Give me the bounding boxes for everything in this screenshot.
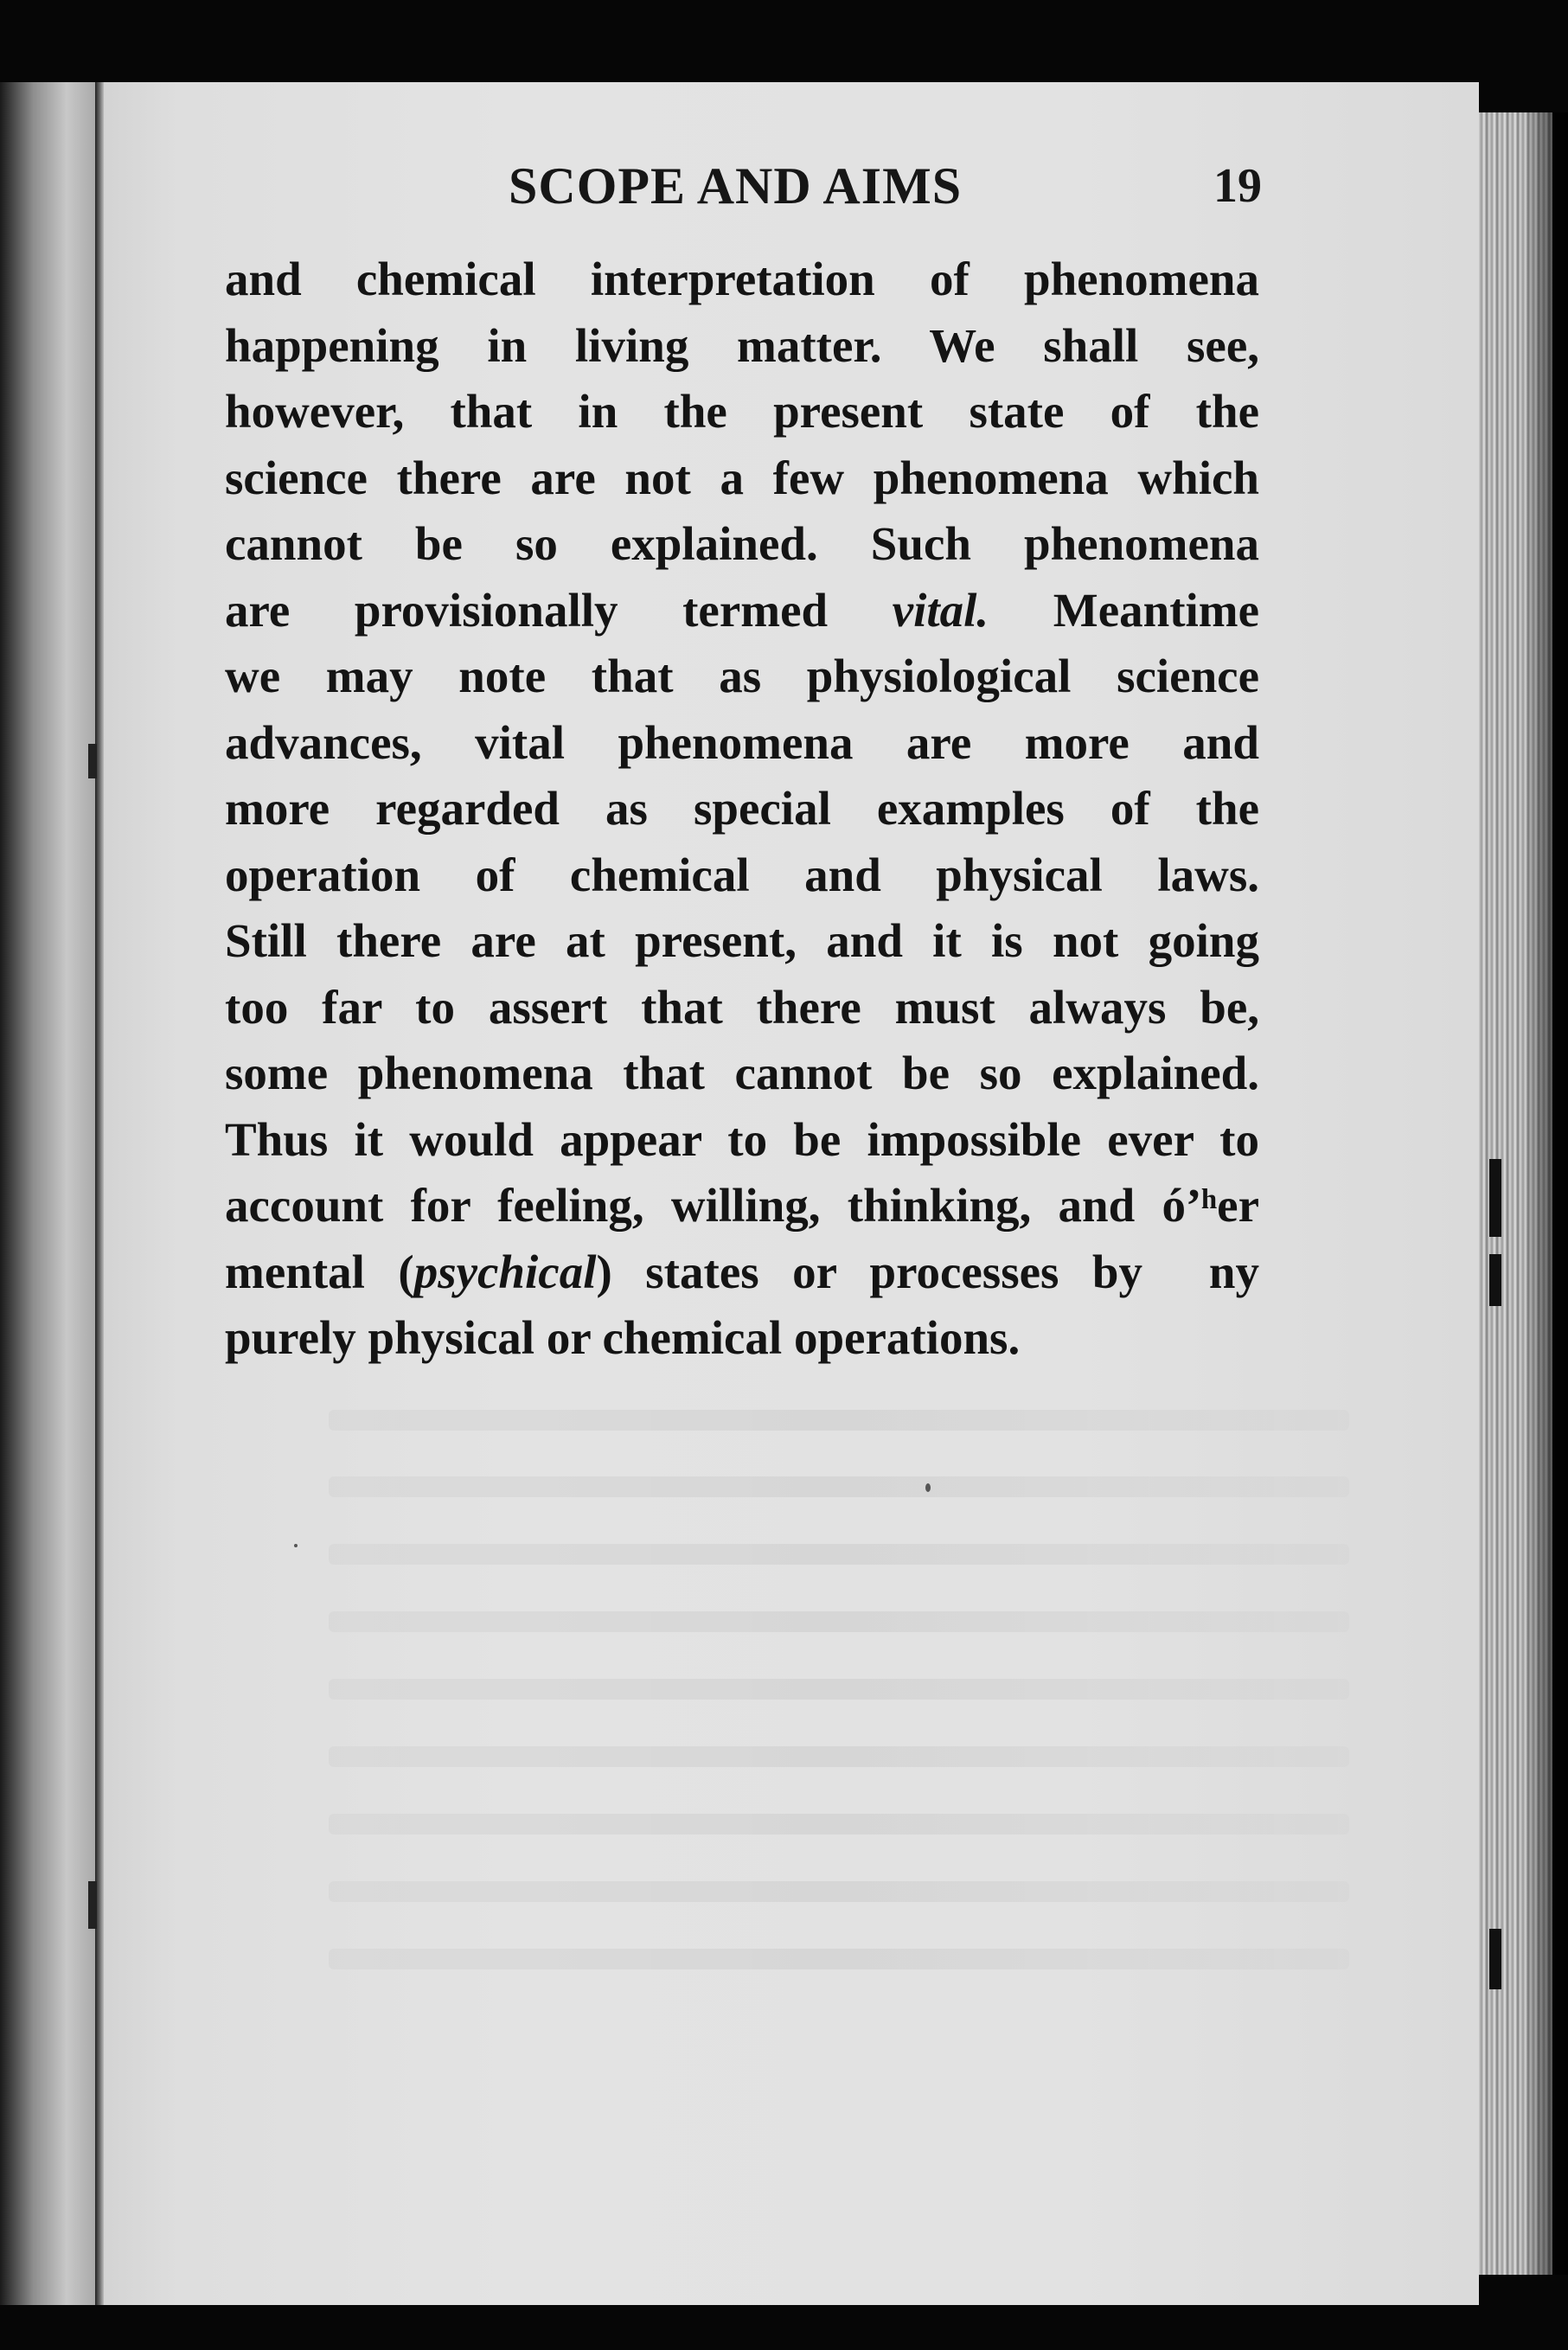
show-through — [329, 1544, 1349, 1565]
text-line: science there are not a few phenomena which — [225, 451, 1259, 504]
text-line: Thus it would appear to be impossible ever to — [225, 1112, 1259, 1166]
show-through — [329, 1746, 1349, 1767]
page-header — [227, 156, 1265, 216]
text-line: too far to assert that there must always be, — [225, 980, 1259, 1034]
text-segment: mental ( — [225, 1245, 414, 1298]
text-line: however, that in the present state of the — [225, 385, 1259, 438]
text-segment: ) states or processes by ny — [596, 1245, 1259, 1298]
speck — [294, 1544, 298, 1547]
text-line: purely physical or chemical operations. — [225, 1311, 1021, 1364]
edge-mark — [1489, 1929, 1501, 1989]
text-segment: Meantime — [1053, 583, 1260, 637]
text-line: and chemical interpretation of phenomena — [225, 253, 1259, 305]
show-through — [329, 1410, 1349, 1431]
text-line: advances, vital phenomena are more and — [225, 715, 1259, 769]
page-number: 19 — [1213, 159, 1262, 213]
edge-mark — [1489, 1254, 1501, 1306]
text-line: cannot be so explained. Such phenomena — [225, 517, 1259, 570]
italic-term-psychical: psychical — [413, 1245, 597, 1298]
text-line — [225, 578, 1259, 644]
show-through — [329, 1679, 1349, 1700]
text-segment: are provisionally termed — [225, 583, 829, 637]
show-through — [329, 1949, 1349, 1969]
text-line: account for feeling, willing, thinking, and óʼʰer — [225, 1179, 1259, 1232]
show-through — [329, 1814, 1349, 1835]
show-through — [329, 1476, 1349, 1497]
gutter-mark — [88, 1881, 97, 1929]
text-line: operation of chemical and physical laws. — [225, 848, 1259, 901]
show-through — [329, 1881, 1349, 1902]
show-through — [329, 1611, 1349, 1632]
text-line: happening in living matter. We shall see, — [225, 318, 1259, 372]
binding-line — [95, 82, 104, 2305]
edge-mark — [1489, 1159, 1501, 1237]
text-line: some phenomena that cannot be so explained. — [225, 1047, 1259, 1099]
text-line: Still there are at present, and it is not going — [225, 914, 1259, 967]
text-line: we may note that as physiological science — [225, 650, 1259, 702]
text-line — [225, 1239, 1259, 1306]
body-paragraph — [225, 247, 1259, 1372]
page-edges-shadow — [1522, 112, 1568, 2275]
running-head: SCOPE AND AIMS — [509, 157, 963, 215]
binding-gutter — [0, 82, 95, 2305]
text-line: more regarded as special examples of the — [225, 782, 1259, 835]
italic-term-vital: vital. — [892, 583, 989, 637]
speck — [925, 1483, 931, 1492]
gutter-mark — [88, 744, 97, 778]
